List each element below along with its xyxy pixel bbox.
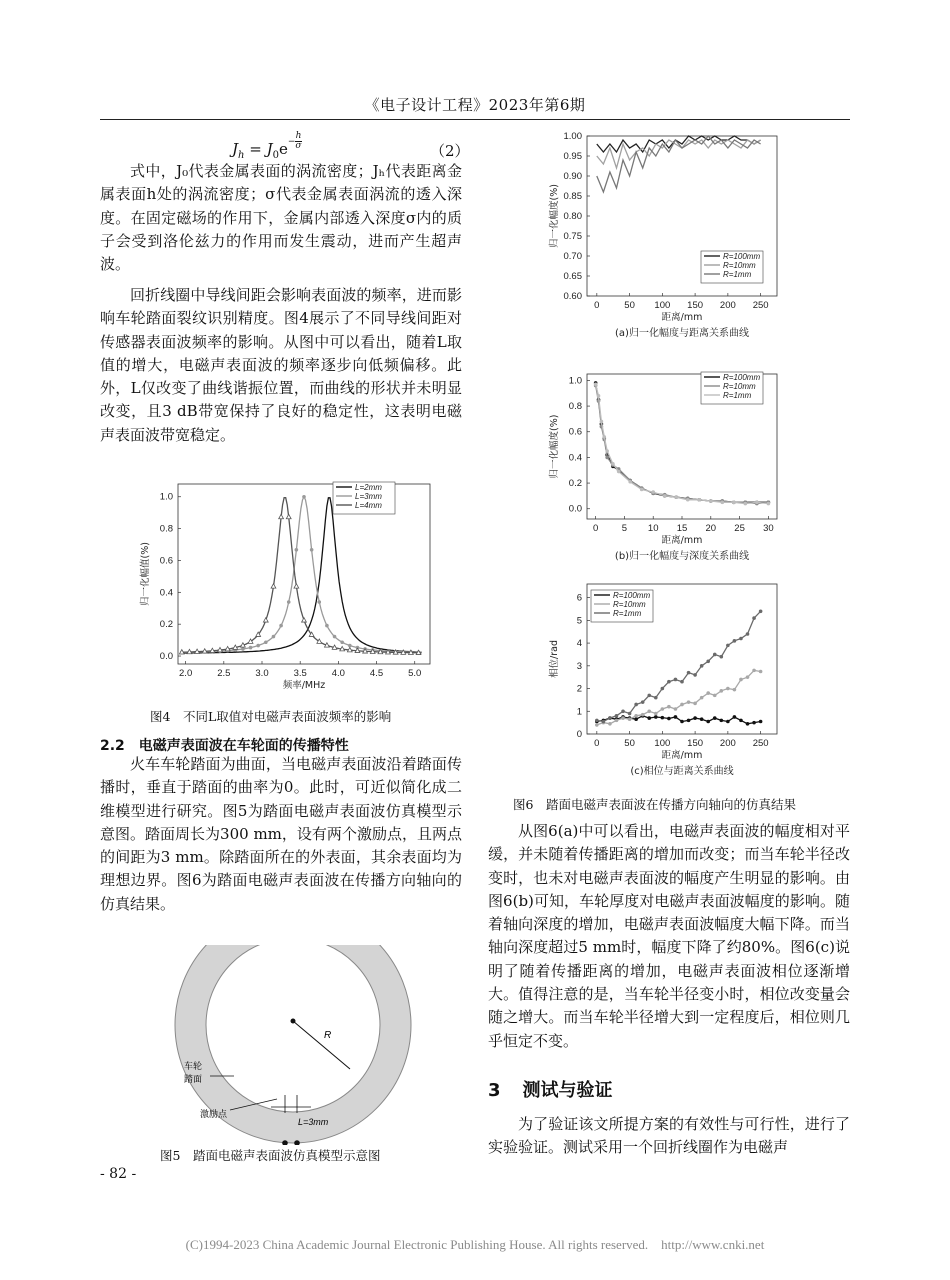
x-tick-label: 0 (594, 738, 600, 749)
y-tick-label: 2 (576, 683, 582, 695)
data-point (640, 488, 644, 492)
data-point (597, 394, 601, 398)
data-point (317, 600, 321, 604)
y-tick-label: 0.85 (563, 191, 582, 202)
series-line-3 (182, 498, 422, 653)
x-tick-label: 250 (752, 738, 769, 749)
data-point (333, 635, 337, 639)
subfigure-caption: (b)归一化幅度与深度关系曲线 (614, 551, 750, 562)
data-point (628, 717, 632, 721)
data-point (602, 720, 606, 724)
y-tick-label: 0.70 (563, 251, 582, 262)
legend-label-1: R=100mm (723, 252, 761, 261)
data-point (767, 502, 771, 506)
data-point (693, 702, 697, 706)
data-point (674, 678, 678, 682)
data-point (700, 696, 704, 700)
figure-6c-chart (530, 578, 790, 782)
legend-label-1: R=100mm (613, 591, 651, 600)
data-point (739, 719, 743, 723)
y-tick-label: 0.65 (563, 271, 582, 282)
data-point (686, 498, 690, 502)
data-point (759, 720, 763, 724)
data-point (605, 456, 609, 460)
data-point (302, 618, 307, 622)
y-axis-label: 归一化幅度(%) (549, 184, 560, 248)
data-point (752, 616, 756, 620)
figure-6b-chart (530, 364, 790, 564)
data-point (611, 462, 615, 466)
data-point (325, 624, 329, 628)
excitation-label: 激励点 (200, 1110, 228, 1120)
data-point (739, 637, 743, 641)
data-point (746, 632, 750, 636)
data-point (651, 490, 655, 494)
data-point (310, 548, 314, 552)
y-axis-label: 归一化幅值(%) (140, 542, 151, 606)
data-point (674, 495, 678, 499)
data-point (271, 584, 276, 588)
figure-4-caption: 图4 不同L取值对电磁声表面波频率的影响 (150, 709, 392, 724)
formula-2: $J_h = J_0e^{- \frac{h}{\sigma}}$ (232, 131, 302, 161)
tread-inner-disc (206, 945, 380, 1112)
data-point (634, 703, 638, 707)
data-point (264, 640, 268, 644)
copyright-footer (0, 1237, 950, 1253)
data-point (726, 687, 730, 691)
data-point (647, 716, 651, 720)
x-tick-label: 20 (705, 523, 717, 534)
tread-label-line2: 踏面 (184, 1075, 203, 1085)
data-point (615, 719, 619, 723)
figure-5-diagram (170, 945, 450, 1145)
data-point (621, 709, 625, 713)
data-point (263, 618, 268, 622)
data-point (617, 470, 621, 474)
radius-label: R (324, 1030, 332, 1041)
series-line-2 (182, 497, 422, 653)
y-tick-label: 1.00 (563, 131, 582, 142)
data-point (732, 501, 736, 505)
data-point (594, 382, 598, 386)
x-tick-label: 100 (654, 738, 671, 749)
paragraph-5: 为了验证该文所提方案的有效性与可行性，进行了实验验证。测试采用一个回折线圈作为电磁声 (488, 1115, 850, 1157)
data-point (720, 655, 724, 659)
x-tick-label: 5.0 (408, 668, 422, 679)
data-point (600, 420, 604, 424)
paragraph-2: 回折线圈中导线间距会影响表面波的频率，进而影响车轮踏面裂纹识别精度。图4展示了不同导线间距对传感器表面波频率的影响。从图中可以看出，随着L取值的增大，电磁声表面波的频率逐步向低频偏移。此外，L仅改变了曲线谐振位置，而曲线的形状并未明显改变，且3 dB带宽保持了良好的稳定性，这表明电磁声表面波带宽稳定。 (100, 286, 462, 444)
data-point (295, 548, 299, 552)
data-point (279, 514, 284, 518)
journal-header: 《电子设计工程》2023年第6期 (364, 96, 586, 114)
figure-4-chart (120, 476, 440, 706)
y-tick-label: 0.8 (159, 523, 173, 535)
y-tick-label: 0.6 (159, 555, 173, 567)
data-point (697, 498, 701, 502)
y-tick-label: 3 (576, 660, 582, 672)
formula-number: （2） (430, 142, 470, 160)
data-point (759, 609, 763, 613)
data-point (595, 719, 599, 723)
data-point (279, 624, 283, 628)
y-tick-label: 0.90 (563, 171, 582, 182)
data-point (621, 716, 625, 720)
y-tick-label: 0.6 (568, 426, 582, 438)
data-point (667, 705, 671, 709)
data-point (241, 647, 245, 651)
data-point (602, 435, 606, 439)
data-point (647, 709, 651, 713)
data-point (687, 700, 691, 704)
data-point (713, 716, 717, 720)
y-tick-label: 0.0 (159, 651, 173, 663)
data-point (752, 669, 756, 673)
footer-url: http://www.cnki.net (661, 1237, 765, 1252)
x-axis-label: 频率/MHz (282, 680, 326, 691)
spacing-label: L=3mm (298, 1117, 329, 1127)
x-tick-label: 3.5 (293, 668, 307, 679)
data-point (713, 653, 717, 657)
x-tick-label: 10 (647, 523, 659, 534)
legend-label-3: R=1mm (723, 270, 752, 279)
y-tick-label: 4 (576, 638, 582, 650)
y-tick-label: 0.75 (563, 231, 582, 242)
data-point (700, 664, 704, 668)
copyright-text: (C)1994-2023 China Academic Journal Electronic Publishing House. All rights reserved. (185, 1237, 649, 1252)
paragraph-4: 从图6(a)中可以看出，电磁声表面波的幅度相对平缓，并未随着传播距离的增加而改变；而当车轮半径改变时，也未对电磁声表面波的幅度产生明显的影响。由图6(b)可知，车轮厚度对电磁声表面波幅度的影响。随着轴向深度的增加，电磁声表面波幅度大幅下降。而当轴向深度超过5 mm时，幅度下降了约80%。图6(c)说明了随着传播距离的增加，电磁声表面波相位逐渐增大。值得注意的是，当车轮半径变小时，相位改变量会随之增大。而当车轮半径增大到一定程度后，相位则几乎恒定不变。 (488, 822, 850, 1050)
data-point (700, 717, 704, 721)
data-point (661, 716, 665, 720)
data-point (706, 720, 710, 724)
y-tick-label: 1.0 (159, 491, 173, 503)
data-point (726, 720, 730, 724)
x-tick-label: 25 (734, 523, 745, 534)
data-point (641, 700, 645, 704)
data-point (680, 720, 684, 724)
legend-label-2: R=10mm (723, 261, 756, 270)
data-point (721, 501, 725, 505)
data-point (272, 635, 276, 639)
x-tick-label: 2.0 (179, 668, 193, 679)
x-tick-label: 100 (654, 300, 671, 311)
data-point (746, 675, 750, 679)
data-point (294, 584, 299, 588)
legend-label-2: L=3mm (355, 492, 382, 501)
data-point (249, 646, 253, 650)
data-point (674, 707, 678, 711)
x-tick-label: 4.5 (369, 668, 384, 679)
y-axis-label: 相位/rad (549, 640, 560, 678)
x-tick-label: 15 (676, 523, 688, 534)
data-point (752, 721, 756, 725)
data-point (608, 722, 612, 726)
legend-label-1: L=2mm (355, 483, 382, 492)
data-point (720, 689, 724, 693)
y-tick-label: 0.95 (563, 151, 582, 162)
data-point (608, 716, 612, 720)
data-point (634, 717, 638, 721)
data-point (256, 644, 260, 648)
data-point (733, 688, 737, 692)
data-point (706, 659, 710, 663)
data-point (654, 696, 658, 700)
x-tick-label: 200 (719, 300, 736, 311)
y-tick-label: 0.80 (563, 211, 582, 222)
legend-label-3: R=1mm (613, 609, 642, 618)
data-point (674, 715, 678, 719)
legend-label-3: R=1mm (723, 391, 752, 400)
section-3-number: 3 (488, 1080, 501, 1101)
data-point (661, 687, 665, 691)
series-line-1 (182, 498, 422, 653)
section-2-2-heading: 2.2 电磁声表面波在车轮面的传播特性 (100, 738, 349, 754)
x-tick-label: 50 (624, 300, 635, 311)
paragraph-1: 式中，J₀代表金属表面的涡流密度；Jₕ代表距离金属表面h处的涡流密度；σ代表金属表面涡流的透入深度。在固定磁场的作用下，金属内部透入深度σ内的质子会受到洛伦兹力的作用而发生震动，进而产生超声波。 (100, 162, 462, 274)
x-tick-label: 250 (752, 300, 769, 311)
data-point (287, 600, 291, 604)
y-tick-label: 0.8 (568, 401, 582, 413)
y-tick-label: 0.4 (159, 587, 173, 599)
section-3-title: 测试与验证 (522, 1080, 613, 1101)
data-point (605, 449, 609, 453)
tread-label-line1: 车轮 (184, 1062, 203, 1072)
y-tick-label: 0.0 (568, 503, 582, 515)
data-point (706, 691, 710, 695)
y-tick-label: 1.0 (568, 375, 582, 387)
x-tick-label: 4.0 (331, 668, 345, 679)
x-tick-label: 30 (763, 523, 774, 534)
figure-6-caption: 图6 踏面电磁声表面波在传播方向轴向的仿真结果 (513, 797, 796, 812)
data-point (726, 644, 730, 648)
data-point (687, 719, 691, 723)
page-number: - 82 - (100, 1166, 137, 1182)
data-point (628, 712, 632, 716)
x-tick-label: 200 (719, 738, 736, 749)
data-point (746, 722, 750, 726)
data-point (739, 678, 743, 682)
section-3-heading (488, 1076, 613, 1102)
data-point (693, 716, 697, 720)
x-axis-label: 距离/mm (661, 535, 703, 546)
series-line-3 (597, 611, 761, 721)
legend-label-2: R=10mm (613, 600, 646, 609)
header-rule (100, 119, 850, 120)
data-point (709, 499, 713, 503)
paragraph-3: 火车车轮踏面为曲面，当电磁声表面波沿着踏面传播时，垂直于踏面的曲率为0。此时，可近似简化成二维模型进行研究。图5为踏面电磁声表面波仿真模型示意图。踏面周长为300 mm，设有两个激励点，且两点的间距为3 mm。除踏面所在的外表面，其余表面均为理想边界。图6为踏面电磁声表面波在传播方向轴向的仿真结果。 (100, 755, 462, 913)
data-point (759, 670, 763, 674)
legend-label-2: R=10mm (723, 382, 756, 391)
y-tick-label: 5 (576, 615, 582, 627)
y-tick-label: 6 (576, 592, 582, 604)
data-point (733, 715, 737, 719)
data-point (687, 671, 691, 675)
data-point (647, 694, 651, 698)
data-point (680, 680, 684, 684)
data-point (302, 495, 306, 499)
data-point (667, 717, 671, 721)
x-tick-label: 50 (624, 738, 635, 749)
data-point (628, 480, 632, 484)
x-tick-label: 0 (592, 523, 599, 534)
data-point (693, 673, 697, 677)
figure-6a-chart (530, 126, 790, 348)
legend-label-1: R=100mm (723, 373, 761, 382)
data-point (720, 719, 724, 723)
data-point (595, 723, 599, 727)
y-tick-label: 0 (576, 729, 582, 740)
legend-label-3: L=4mm (355, 501, 382, 510)
subfigure-caption: (c)相位与距离关系曲线 (630, 766, 734, 777)
x-tick-label: 150 (687, 300, 704, 311)
x-tick-label: 2.5 (217, 668, 231, 679)
y-tick-label: 0.2 (159, 619, 173, 631)
y-tick-label: 1 (576, 706, 582, 718)
data-point (654, 715, 658, 719)
x-axis-label: 距离/mm (661, 750, 703, 761)
y-axis-label: 归一化幅度(%) (549, 414, 560, 479)
y-tick-label: 0.4 (568, 452, 582, 464)
subfigure-caption: (a)归一化幅度与距离关系曲线 (615, 328, 749, 339)
data-point (663, 494, 667, 498)
data-point (680, 703, 684, 707)
data-point (641, 713, 645, 717)
data-point (661, 707, 665, 711)
data-point (733, 639, 737, 643)
data-point (286, 514, 291, 518)
x-tick-label: 5 (621, 523, 628, 534)
x-tick-label: 0 (594, 300, 600, 311)
data-point (654, 712, 658, 716)
x-tick-label: 150 (687, 738, 704, 749)
data-point (634, 714, 638, 718)
data-point (755, 501, 759, 505)
y-tick-label: 0.2 (568, 478, 582, 490)
x-axis-label: 距离/mm (661, 312, 703, 323)
data-point (744, 502, 748, 506)
data-point (713, 694, 717, 698)
data-point (615, 714, 619, 718)
x-tick-label: 3.0 (255, 668, 269, 679)
data-point (667, 680, 671, 684)
y-tick-label: 0.60 (563, 291, 582, 302)
figure-5-caption: 图5 踏面电磁声表面波仿真模型示意图 (160, 1148, 381, 1163)
data-point (340, 640, 344, 644)
